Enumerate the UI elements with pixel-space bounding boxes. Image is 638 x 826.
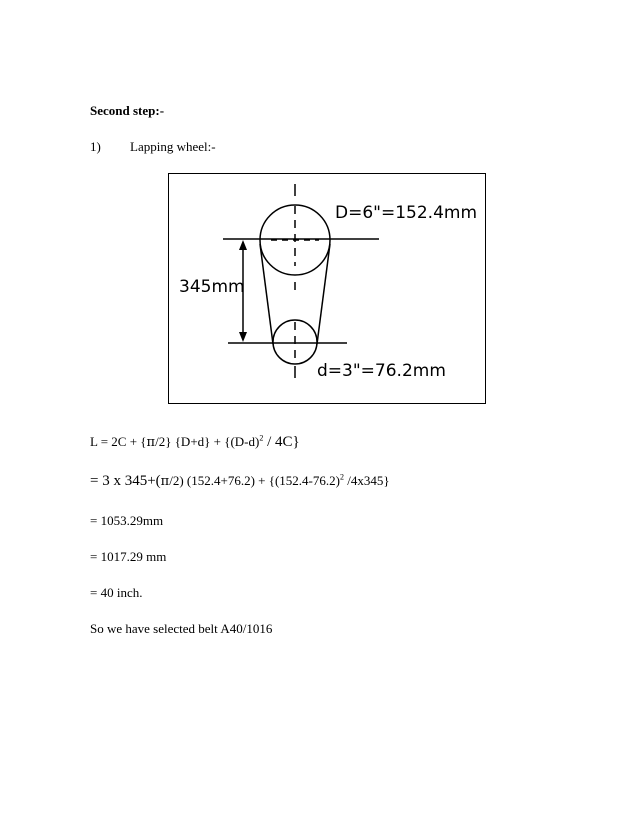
conclusion-line: So we have selected belt A40/1016 bbox=[90, 621, 273, 636]
dimension-arrow-top bbox=[239, 240, 247, 250]
result-line-2: = 1017.29 mm bbox=[90, 549, 167, 564]
item-label: Lapping wheel:- bbox=[130, 139, 216, 154]
result-line-1: = 1053.29mm bbox=[90, 513, 164, 528]
substitution-line: = 3 x 345+(π/2) $(152.4+76.2) + \{(152.4-76.2)^2$ /4x345} bbox=[90, 472, 390, 489]
pulley-diagram bbox=[169, 174, 487, 405]
section-heading: Second step:- bbox=[90, 103, 165, 118]
large-pulley-label: D=6"=152.4mm bbox=[335, 203, 478, 223]
center-distance-label: 345mm bbox=[179, 277, 245, 297]
dimension-arrow-bottom bbox=[239, 332, 247, 342]
result-line-3: = 40 inch. bbox=[90, 585, 143, 600]
small-pulley-label: d=3"=76.2mm bbox=[317, 361, 446, 381]
formula-line: L = 2C + {π/2} $\{D+d\} + \{(D-d)^2 / 4C\}$ bbox=[90, 433, 300, 450]
belt-pulley-figure bbox=[168, 173, 486, 404]
item-number: 1) bbox=[90, 139, 101, 154]
